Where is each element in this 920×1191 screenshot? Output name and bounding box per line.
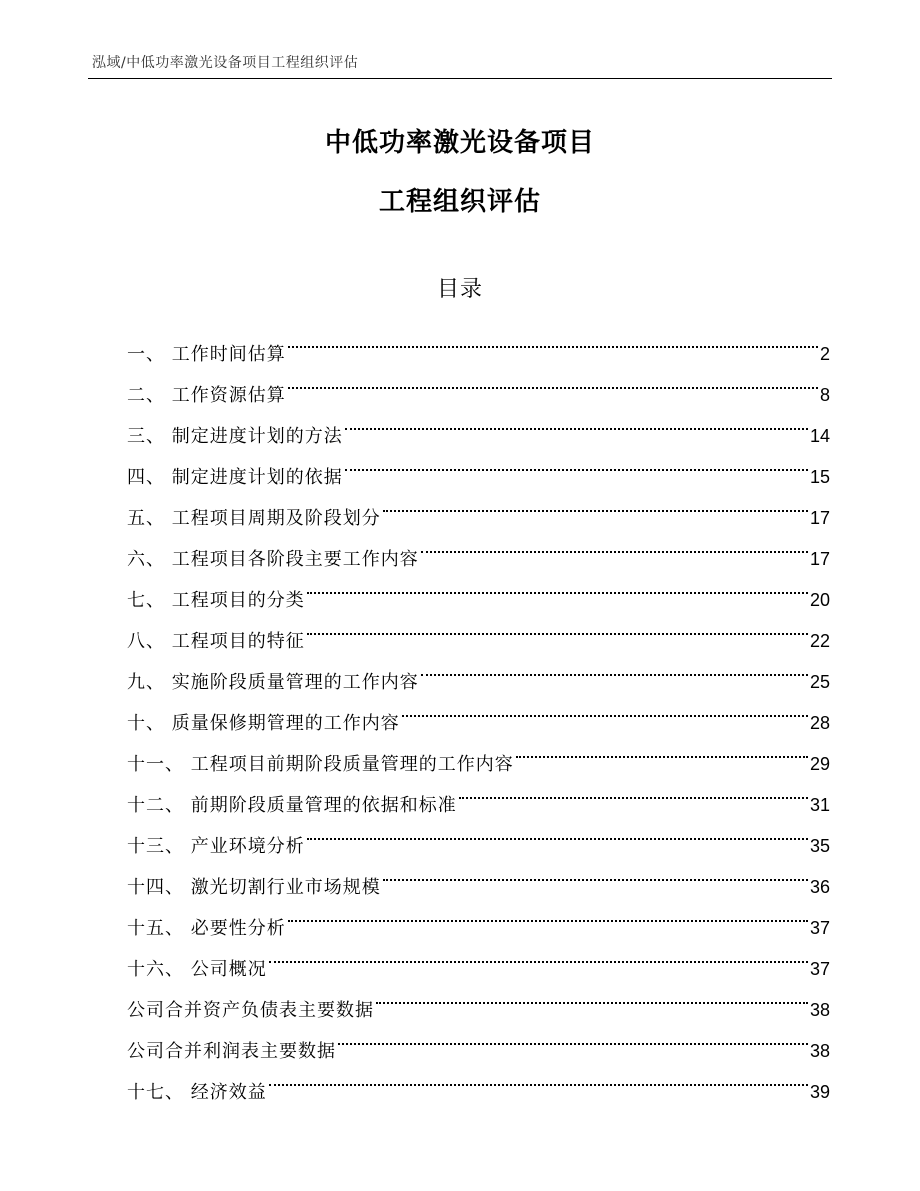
toc-entry-label: 五、 工程项目周期及阶段划分	[127, 508, 381, 529]
toc-entry-label: 十七、 经济效益	[127, 1082, 267, 1103]
toc-entry-label: 二、 工作资源估算	[127, 385, 286, 406]
toc-leader-dots	[269, 1057, 808, 1098]
toc-leader-dots	[383, 852, 808, 893]
toc-heading: 目录	[436, 277, 483, 302]
document-title-line-2: 工程组织评估	[378, 187, 541, 217]
toc-leader-dots	[421, 647, 808, 688]
toc-entry-page: 2	[819, 344, 830, 364]
header-divider	[88, 78, 832, 79]
toc-entry-label: 一、 工作时间估算	[127, 344, 286, 365]
toc-entry-label: 十二、 前期阶段质量管理的依据和标准	[127, 795, 457, 816]
toc-entry-label: 十五、 必要性分析	[127, 918, 286, 939]
toc-leader-dots	[345, 401, 808, 442]
toc-entry-label: 八、 工程项目的特征	[127, 631, 305, 652]
toc-leader-dots	[376, 975, 808, 1016]
toc-leader-dots	[307, 606, 808, 647]
toc-entry-label: 七、 工程项目的分类	[127, 590, 305, 611]
toc-leader-dots	[459, 770, 808, 811]
document-title-line-1: 中低功率激光设备项目	[324, 128, 595, 158]
toc-entry-label: 十四、 激光切割行业市场规模	[127, 877, 381, 898]
toc-entry-page: 38	[809, 1000, 830, 1020]
toc-leader-dots	[345, 442, 808, 483]
toc-entry-label: 九、 实施阶段质量管理的工作内容	[127, 672, 419, 693]
toc-leader-dots	[383, 483, 808, 524]
toc-entry-page: 31	[809, 795, 830, 815]
toc-entry-page: 15	[809, 467, 830, 487]
table-of-contents	[127, 319, 830, 1103]
toc-leader-dots	[269, 934, 808, 975]
toc-entry-page: 20	[809, 590, 830, 610]
toc-entry-label: 公司合并资产负债表主要数据	[127, 1000, 374, 1021]
toc-entry-label: 十、 质量保修期管理的工作内容	[127, 713, 400, 734]
toc-entry-page: 39	[809, 1082, 830, 1102]
toc-leader-dots	[288, 360, 818, 401]
toc-entry-label: 六、 工程项目各阶段主要工作内容	[127, 549, 419, 570]
toc-entry-page: 35	[809, 836, 830, 856]
toc-entry-label: 四、 制定进度计划的依据	[127, 467, 343, 488]
toc-entry-page: 25	[809, 672, 830, 692]
toc-entry-page: 36	[809, 877, 830, 897]
toc-entry-label: 十一、 工程项目前期阶段质量管理的工作内容	[127, 754, 514, 775]
toc-entry-label: 公司合并利润表主要数据	[127, 1041, 336, 1062]
toc-leader-dots	[338, 1016, 808, 1057]
toc-leader-dots	[288, 893, 808, 934]
toc-leader-dots	[421, 524, 808, 565]
toc-entry-page: 37	[809, 959, 830, 979]
toc-entry-page: 37	[809, 918, 830, 938]
toc-leader-dots	[402, 688, 808, 729]
running-header: 泓域/中低功率激光设备项目工程组织评估	[92, 55, 359, 71]
toc-entry[interactable]	[127, 319, 830, 365]
toc-leader-dots	[307, 811, 808, 852]
toc-entry-label: 三、 制定进度计划的方法	[127, 426, 343, 447]
toc-entry-page: 17	[809, 549, 830, 569]
toc-leader-dots	[307, 565, 808, 606]
toc-entry-label: 十三、 产业环境分析	[127, 836, 305, 857]
toc-entry-page: 8	[819, 385, 830, 405]
toc-entry-page: 14	[809, 426, 830, 446]
toc-entry-page: 38	[809, 1041, 830, 1061]
toc-leader-dots	[516, 729, 808, 770]
toc-entry-page: 29	[809, 754, 830, 774]
toc-leader-dots	[288, 319, 818, 360]
toc-entry-label: 十六、 公司概况	[127, 959, 267, 980]
toc-entry-page: 17	[809, 508, 830, 528]
toc-entry-page: 28	[809, 713, 830, 733]
toc-entry-page: 22	[809, 631, 830, 651]
